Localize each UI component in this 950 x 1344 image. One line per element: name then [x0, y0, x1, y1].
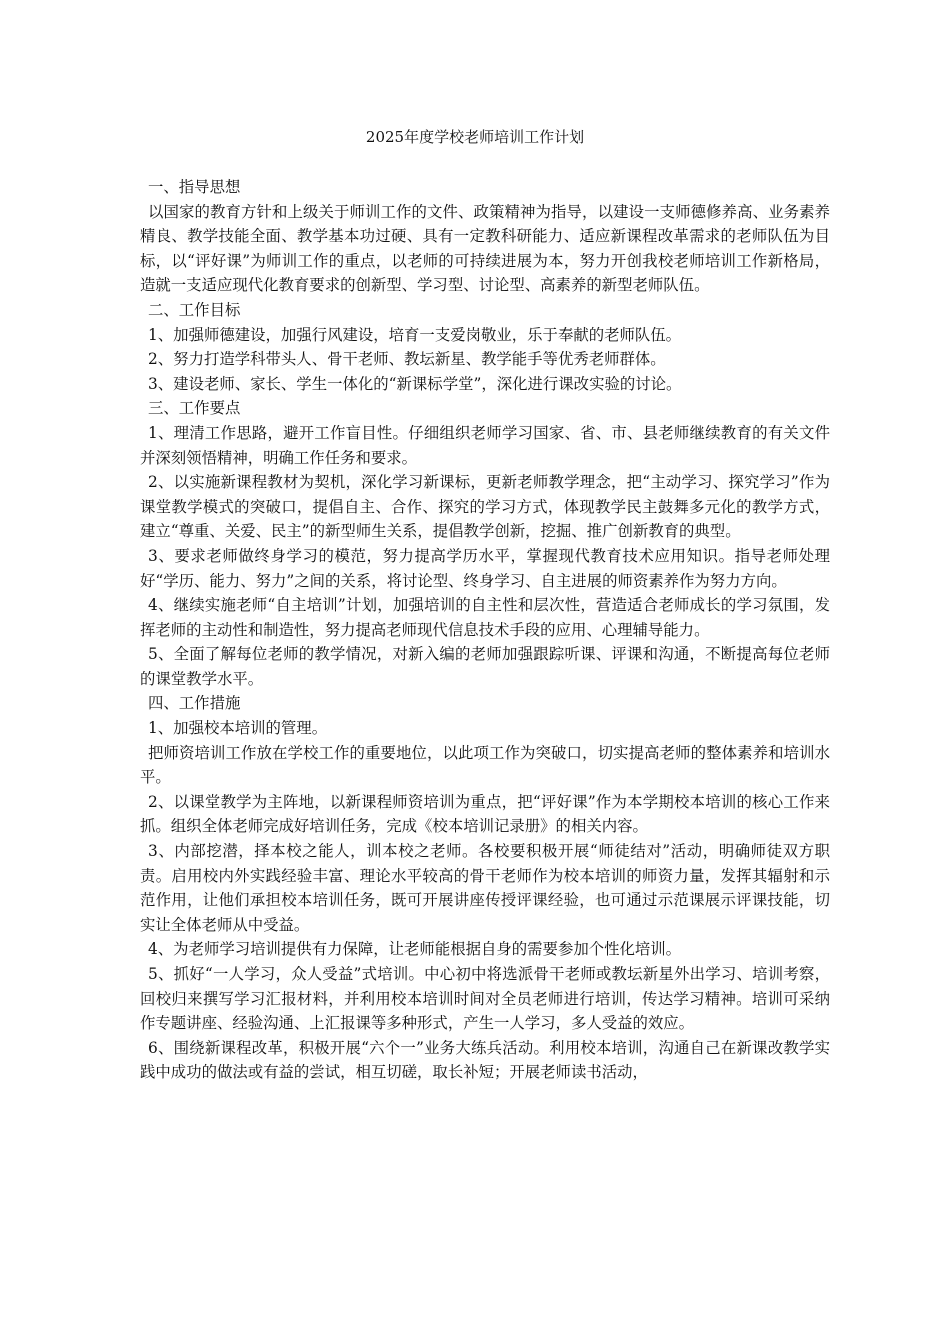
list-item: 4、继续实施老师“自主培训”计划，加强培训的自主性和层次性，营造适合老师成长的学习氛围，发挥老师的主动性和制造性，努力提高老师现代信息技术手段的应用、心理辅导能力。	[140, 596, 830, 639]
section-heading-guiding-ideology: 一、指导思想	[148, 178, 241, 196]
list-item: 3、内部挖潜，择本校之能人，训本校之老师。各校要积极开展“师徒结对”活动，明确师徒双方职责。启用校内外实践经验丰富、理论水平较高的骨干老师作为校本培训的师资力量，发挥其辐射和示范作用，让他们承担校本培训任务，既可开展讲座传授评课经验，也可通过示范课展示评课技能，切实让全体老师从中受益。	[140, 842, 830, 934]
list-item: 1、加强师德建设，加强行风建设，培育一支爱岗敬业，乐于奉献的老师队伍。	[148, 325, 682, 344]
list-item: 2、努力打造学科带头人、骨干老师、教坛新星、教学能手等优秀老师群体。	[148, 350, 666, 369]
document-title: 2025年度学校老师培训工作计划	[365, 128, 585, 146]
list-item: 2、以实施新课程教材为契机，深化学习新课标，更新老师教学理念，把“主动学习、探究学习”作为课堂教学模式的突破口，提倡自主、合作、探究的学习方式，体现教学民主鼓舞多元化的教学方式，建立“尊重、关爱、民主”的新型师生关系，提倡教学创新，挖掘、推广创新教育的典型。	[140, 473, 830, 541]
list-item: 2、以课堂教学为主阵地，以新课程师资培训为重点，把“评好课”作为本学期校本培训的核心工作来抓。组织全体老师完成好培训任务，完成《校本培训记录册》的相关内容。	[140, 792, 830, 836]
paragraph: 以国家的教育方针和上级关于师训工作的文件、政策精神为指导，以建设一支师德修养高、业务素养精良、教学技能全面、教学基本功过硬、具有一定教科研能力、适应新课程改革需求的老师队伍为目标，以“评好课”为师训工作的重点，以老师的可持续进展为本，努力开创我校老师培训工作新格局，造就一支适应现代化教育要求的创新型、学习型、讨论型、高素养的新型老师队伍。	[140, 202, 830, 295]
list-item: 5、抓好“一人学习，众人受益”式培训。中心初中将选派骨干老师或教坛新星外出学习、培训考察，回校归来撰写学习汇报材料，并利用校本培训时间对全员老师进行培训，传达学习精神。培训可采纳作专题讲座、经验沟通、上汇报课等多种形式，产生一人学习，多人受益的效应。	[140, 965, 830, 1033]
section-heading-work-points: 三、工作要点	[148, 399, 241, 418]
section-heading-work-goals: 二、工作目标	[148, 300, 241, 319]
list-item: 4、为老师学习培训提供有力保障，让老师能根据自身的需要参加个性化培训。	[148, 940, 682, 959]
list-item: 1、理清工作思路，避开工作盲目性。仔细组织老师学习国家、省、市、县老师继续教育的有关文件并深刻领悟精神，明确工作任务和要求。	[140, 423, 830, 467]
list-item: 1、加强校本培训的管理。	[148, 719, 328, 738]
list-item: 3、要求老师做终身学习的模范，努力提高学历水平，掌握现代教育技术应用知识。指导老师处理好“学历、能力、努力”之间的关系，将讨论型、终身学习、自主进展的师资素养作为努力方向。	[140, 546, 830, 590]
section-heading-work-measures: 四、工作措施	[148, 694, 241, 713]
list-item: 6、围绕新课程改革，积极开展“六个一”业务大练兵活动。利用校本培训，沟通自己在新课改教学实践中成功的做法或有益的尝试，相互切磋，取长补短；开展老师读书活动，	[140, 1038, 830, 1082]
document-body	[140, 175, 830, 1085]
list-item: 3、建设老师、家长、学生一体化的“新课标学堂”，深化进行课改实验的讨论。	[148, 374, 682, 393]
paragraph: 把师资培训工作放在学校工作的重要地位，以此项工作为突破口，切实提高老师的整体素养和培训水平。	[140, 743, 830, 787]
list-item: 5、全面了解每位老师的教学情况，对新入编的老师加强跟踪听课、评课和沟通，不断提高每位老师的课堂教学水平。	[140, 645, 830, 688]
